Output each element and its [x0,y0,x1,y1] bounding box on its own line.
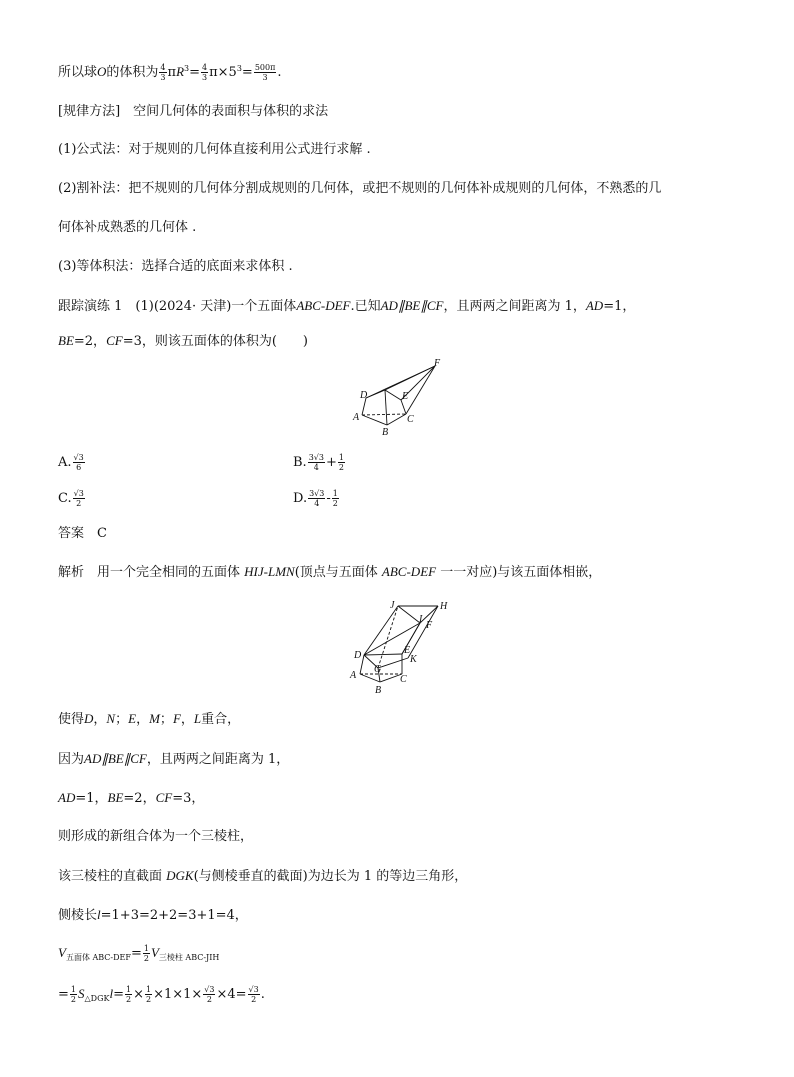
values-line: AD=1，BE=2，CF=3， [58,790,205,806]
option-a: A. $\frac{√3}{6}$ [58,453,84,472]
coincide-line: 使得D，N；E，M；F，L重合， [58,711,241,727]
option-c: C. $\frac{√3}{2}$ [58,489,84,508]
label-G: G [374,664,382,675]
label-D: D [360,390,368,401]
rule-3: (3)等体积法：选择合适的底面来求体积 . [58,259,293,274]
label-F: F [434,358,441,369]
label-I: I [419,614,423,625]
prism-figure [340,598,460,698]
rule-1: (1)公式法：对于规则的几何体直接利用公式进行求解 . [58,142,371,157]
formula-2: = $\frac{1}{2}$ $S_{\triangle DGK}l=$ $\frac{1}{2}$ × $\frac{1}{2}$ ×1×1× $\frac{√3}{2}$ ×4= $\frac{√3}{2}$ . [58,985,265,1004]
label-D: D [354,650,362,661]
rule-title: [规律方法] 空间几何体的表面积与体积的求法 [58,104,329,119]
label-B: B [375,685,382,696]
option-b: B. $\frac{3√3}{4}$ + $\frac{1}{2}$ [293,453,344,472]
volume-line: 所以球O的体积为 $\frac{4}{3}$ $\pi R^3=$ $\frac{4}{3}$ $\pi\times 5^3=$ $\frac{500\pi}{3}$ . [58,63,282,82]
prism-line: 则形成的新组合体为一个三棱柱， [58,829,254,844]
label-H: H [440,601,448,612]
section-line: 该三棱柱的直截面 DGK(与侧棱垂直的截面)为边长为 1 的等边三角形， [58,868,468,884]
label-E: E [404,645,411,656]
pentahedron-figure [350,358,450,440]
lateral-line: 侧棱长l=1+3=2+2=3+1=4， [58,907,248,923]
label-A: A [350,670,357,681]
option-d: D. $\frac{3√3}{4}$ - $\frac{1}{2}$ [293,489,338,508]
label-E: E [402,391,409,402]
label-A: A [353,412,360,423]
formula-1: $V_{五面体 ABC-DEF}=$ $\frac{1}{2}$ $V_{三棱柱 ABC-JIH}$ [58,944,220,963]
problem-line-2: BE=2，CF=3，则该五面体的体积为( ) [58,333,308,349]
fraction: $\frac{4}{3}$ [160,63,166,82]
rule-2b: 何体补成熟悉的几何体 . [58,220,197,235]
problem-line-1: 跟踪演练 1 (1)(2024· 天津)一个五面体ABC-DEF.已知AD∥BE∥CF，且两两之间距离为 1，AD=1， [58,298,636,314]
label-K: K [410,654,417,665]
label-F: F [426,620,433,631]
answer: 答案 C [58,526,107,541]
label-C: C [407,414,414,425]
because-line: 因为AD∥BE∥CF，且两两之间距离为 1， [58,751,290,767]
label-C: C [400,674,407,685]
analysis-line: 解析 用一个完全相同的五面体 HIJ-LMN(顶点与五面体 ABC-DEF 一一对应)与该五面体相嵌， [58,564,602,580]
label-B: B [382,427,389,438]
label-J: J [390,600,395,611]
rule-2a: (2)割补法：把不规则的几何体分割成规则的几何体，或把不规则的几何体补成规则的几何体，不熟悉的几 [58,181,662,196]
